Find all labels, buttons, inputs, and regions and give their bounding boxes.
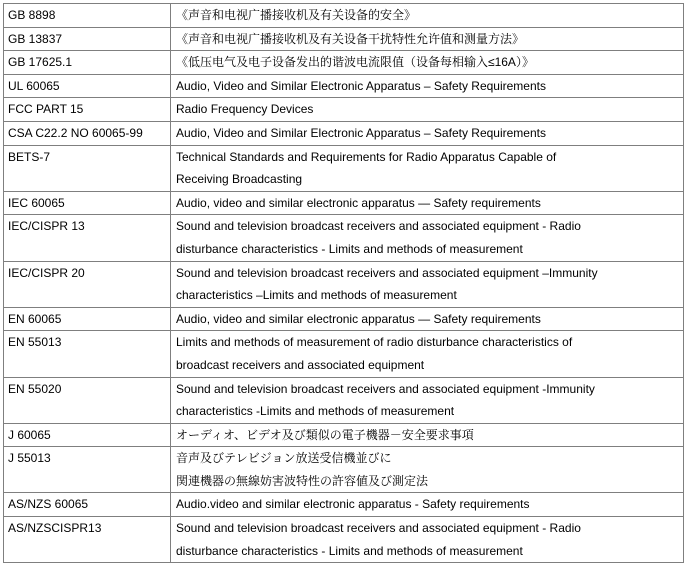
standard-code: UL 60065	[4, 74, 171, 98]
standard-title-line: characteristics -Limits and methods of measurement	[176, 404, 455, 419]
standard-code: GB 13837	[4, 27, 171, 51]
table-row	[4, 98, 684, 122]
standard-title	[171, 4, 684, 28]
standard-code: AS/NZSCISPR13	[4, 517, 171, 563]
standard-code: IEC 60065	[4, 191, 171, 215]
standard-title	[171, 27, 684, 51]
standard-title-line: 関連機器の無線妨害波特性の許容値及び測定法	[176, 473, 429, 488]
table-row	[4, 51, 684, 75]
standard-title-line: disturbance characteristics - Limits and methods of measurement	[176, 543, 523, 558]
standard-title-line: Sound and television broadcast receivers and associated equipment - Radio	[176, 219, 581, 234]
standard-code: IEC/CISPR 13	[4, 215, 171, 261]
standard-code: CSA C22.2 NO 60065-99	[4, 121, 171, 145]
standard-title-line: Sound and television broadcast receivers and associated equipment - Radio	[176, 521, 581, 536]
standard-title	[171, 145, 684, 191]
table-row	[4, 447, 684, 493]
table-row	[4, 493, 684, 517]
table-row	[4, 331, 684, 377]
table-row	[4, 191, 684, 215]
standard-code: J 60065	[4, 423, 171, 447]
standard-title-line: 音声及びテレビジョン放送受信機並びに	[176, 451, 392, 466]
table-row	[4, 121, 684, 145]
standard-code: J 55013	[4, 447, 171, 493]
standard-title-line: characteristics –Limits and methods of measurement	[176, 288, 457, 303]
standard-code: EN 55013	[4, 331, 171, 377]
standard-title-line: Technical Standards and Requirements for Radio Apparatus Capable of	[176, 149, 557, 164]
table-row	[4, 377, 684, 423]
standard-title	[171, 261, 684, 307]
table-row	[4, 4, 684, 28]
standard-title-line: オーディオ、ビデオ及び類似の電子機器－安全要求事項	[176, 427, 474, 442]
standard-title	[171, 447, 684, 493]
standard-title-line: Audio, video and similar electronic apparatus — Safety requirements	[176, 195, 541, 210]
standard-title-line: Audio, Video and Similar Electronic Apparatus – Safety Requirements	[176, 125, 546, 140]
table-row	[4, 307, 684, 331]
standard-title-line: Limits and methods of measurement of radio disturbance characteristics of	[176, 335, 573, 350]
standard-title	[171, 121, 684, 145]
standards-table-body	[4, 4, 684, 563]
standard-code: EN 55020	[4, 377, 171, 423]
table-row	[4, 27, 684, 51]
standard-title-line: disturbance characteristics - Limits and methods of measurement	[176, 241, 523, 256]
standard-title-line: 《声音和电视广播接收机及有关设备干扰特性允许值和测量方法》	[176, 31, 525, 46]
standard-code: IEC/CISPR 20	[4, 261, 171, 307]
standard-title	[171, 74, 684, 98]
standard-code: GB 17625.1	[4, 51, 171, 75]
table-row	[4, 261, 684, 307]
standard-title	[171, 215, 684, 261]
standard-title-line: Radio Frequency Devices	[176, 102, 314, 117]
standard-code: BETS-7	[4, 145, 171, 191]
standard-title-line: 《声音和电视广播接收机及有关设备的安全》	[176, 8, 417, 22]
standard-title	[171, 331, 684, 377]
standard-title	[171, 493, 684, 517]
standard-title	[171, 307, 684, 331]
standard-title-line: Audio, video and similar electronic apparatus — Safety requirements	[176, 311, 541, 326]
standard-title-line: Audio, Video and Similar Electronic Apparatus – Safety Requirements	[176, 78, 546, 93]
standard-code: GB 8898	[4, 4, 171, 28]
table-row	[4, 145, 684, 191]
standard-title-line: broadcast receivers and associated equipment	[176, 357, 425, 372]
standard-title	[171, 377, 684, 423]
table-row	[4, 74, 684, 98]
standard-title-line: 《低压电气及电子设备发出的谐波电流限值（设备每相输入≤16A）》	[176, 55, 534, 70]
standard-title-line: Sound and television broadcast receivers and associated equipment -Immunity	[176, 381, 595, 396]
standard-title	[171, 51, 684, 75]
standard-code: AS/NZS 60065	[4, 493, 171, 517]
standard-code: FCC PART 15	[4, 98, 171, 122]
standard-title-line: Audio.video and similar electronic apparatus - Safety requirements	[176, 497, 530, 512]
standard-title-line: Receiving Broadcasting	[176, 172, 303, 187]
standard-title-line: Sound and television broadcast receivers and associated equipment –Immunity	[176, 265, 598, 280]
table-row	[4, 423, 684, 447]
standard-title	[171, 191, 684, 215]
table-row	[4, 215, 684, 261]
standard-code: EN 60065	[4, 307, 171, 331]
standard-title	[171, 98, 684, 122]
standards-table	[3, 3, 684, 563]
standard-title	[171, 423, 684, 447]
